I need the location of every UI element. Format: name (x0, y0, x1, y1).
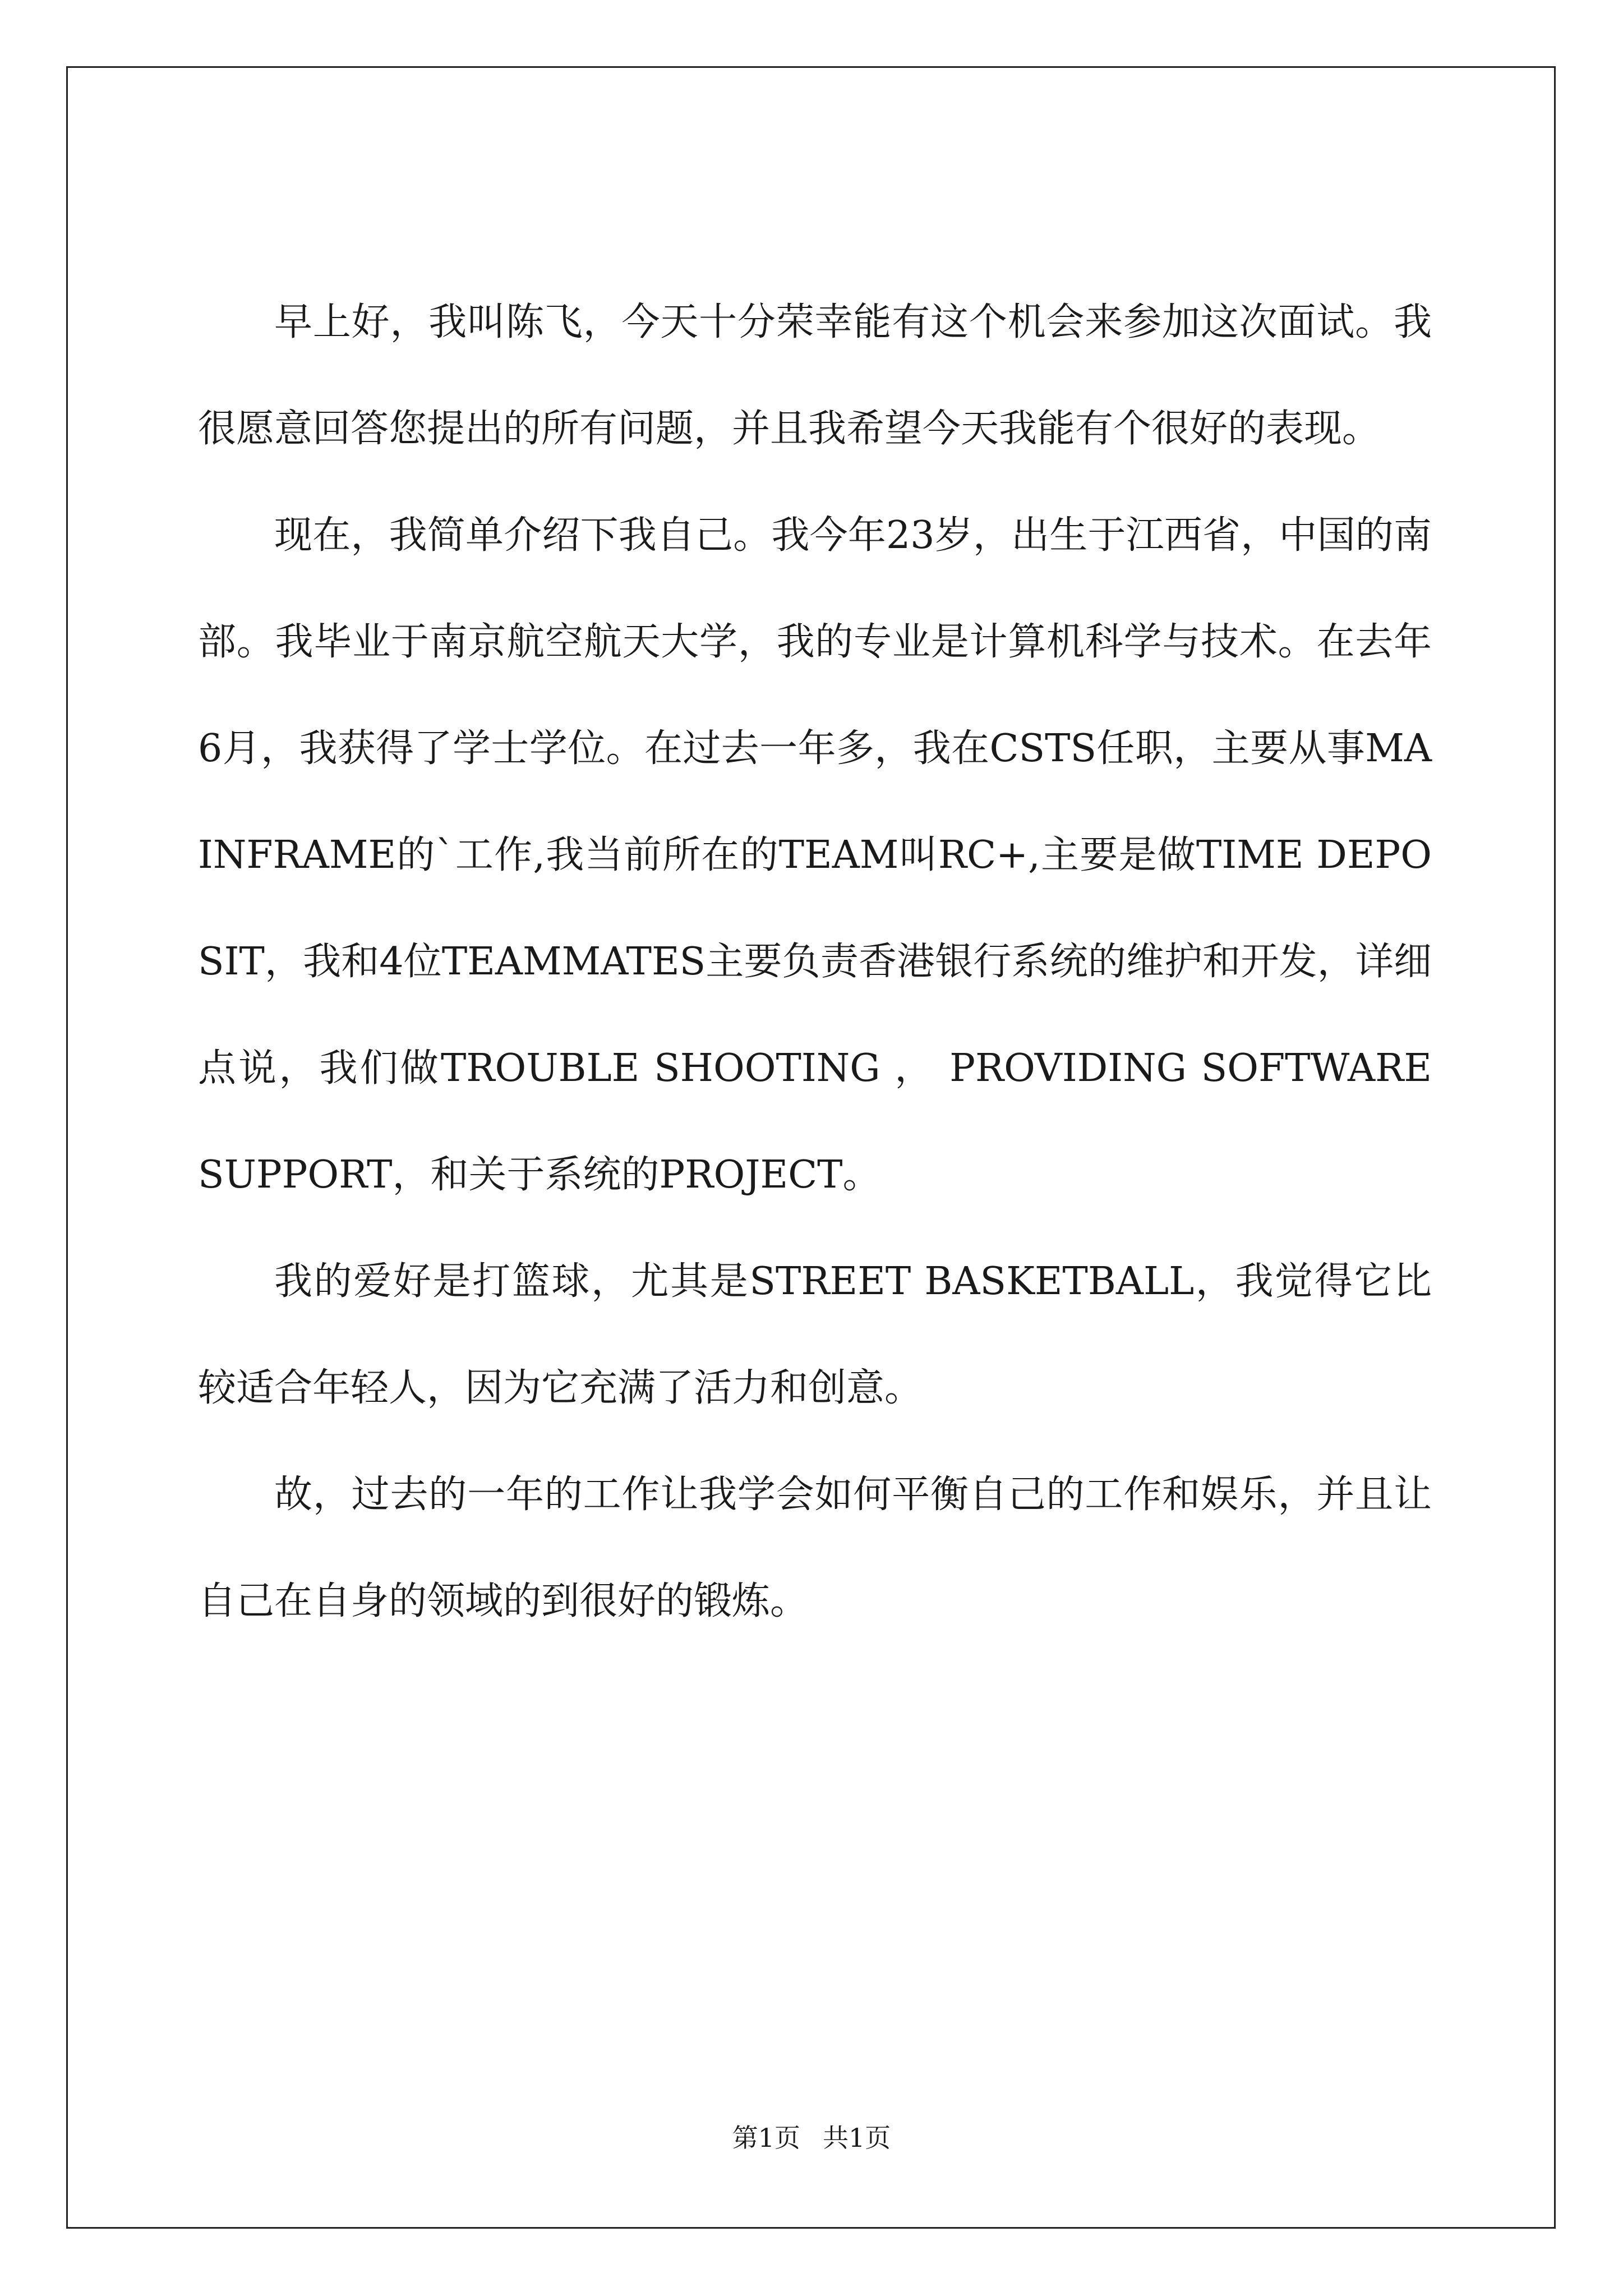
paragraph-hobbies: 我的爱好是打篮球，尤其是STREET BASKETBALL，我觉得它比较适合年轻人，因为它充满了活力和创意。 (198, 1259, 1432, 1410)
page-footer (0, 2118, 1623, 2155)
paragraph-greeting: 早上好，我叫陈飞，今天十分荣幸能有这个机会来参加这次面试。我很愿意回答您提出的所有问题，并且我希望今天我能有个很好的表现。 (198, 300, 1432, 451)
paragraph-conclusion: 故，过去的一年的工作让我学会如何平衡自己的工作和娱乐，并且让自己在自身的领域的到很好的锻炼。 (198, 1473, 1432, 1623)
page-number-total: 共1页 (823, 2123, 891, 2153)
page-number-current: 第1页 (732, 2123, 800, 2153)
document-body (198, 269, 1432, 1655)
paragraph-self-introduction: 现在，我简单介绍下我自己。我今年23岁，出生于江西省，中国的南部。我毕业于南京航空航天大学，我的专业是计算机科学与技术。在去年6月，我获得了学士学位。在过去一年多，我在CSTS任职，主要从事MAINFRAME的`工作,我当前所在的TEAM叫RC+,主要是做TIME DEPOSIT，我和4位TEAMMATES主要负责香港银行系统的维护和开发，详细点说，我们做TROUBLE SHOOTING ， PROVIDING SOFTWARE SUPPORT，和关于系统的PROJECT。 (198, 513, 1432, 1197)
